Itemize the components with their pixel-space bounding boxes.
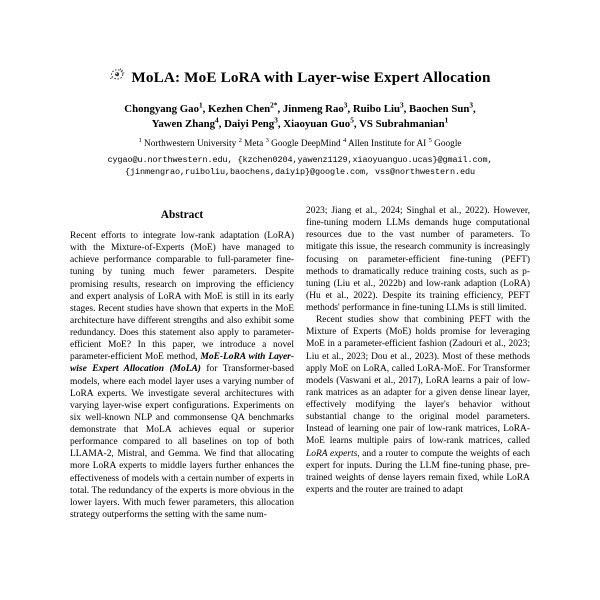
author: VS Subrahmanian$^1$ — [359, 115, 449, 131]
affiliation-name: Northwestern University — [144, 138, 237, 149]
author-affiliation-marker: 4 — [215, 115, 219, 125]
author: Xiaoyuan Guo$^5$ — [283, 115, 354, 131]
author-affiliation-marker: 3 — [343, 100, 348, 110]
abstract-paragraph — [70, 230, 294, 521]
author-affiliation-marker: 3 — [274, 115, 278, 125]
author: Chongyang Gao$^1$ — [124, 100, 203, 115]
author-line-1: Chongyang Gao$^1$, Kezhen Chen$^{2*}$, Jinmeng Rao$^3$, Ruibo Liu$^3$, Baochen Sun$^3$, — [124, 100, 476, 115]
intro-text-part1: Recent studies show that combining PEFT with the Mixture of Experts (MoE) holds promise for leveraging MoE in a parameter-efficient fashion (Zadouri et al., 2023; Liu et al., 2023; Dou et al., 2023). Most of these methods apply MoE on LoRA, called LoRA-MoE. For Transformer models (Vaswani et al., 2017), LoRA learns a pair of low-rank matrices as an adapter for a given dense linear layer, effectively modifying the layer's behavior without substantial change to the original model parameters. Instead of learning one pair of low-rank matrices, LoRA-MoE learns multiple pairs of low-rank matrices, called — [306, 315, 530, 447]
sparkle-logo-icon — [109, 67, 126, 84]
affiliation — [138, 136, 237, 149]
affiliation-name: Meta — [244, 138, 264, 149]
affiliation-marker: 4 — [342, 136, 347, 144]
title-row — [0, 0, 600, 87]
intro-paragraph-2 — [306, 314, 530, 496]
page-title: MoLA: MoE LoRA with Layer-wise Expert Allocation — [131, 69, 491, 87]
affiliation-marker: 1 — [138, 136, 142, 144]
author-affiliation-marker: 2* — [270, 100, 278, 110]
affiliation-name: Google DeepMind — [271, 138, 341, 149]
affiliation — [428, 136, 462, 149]
affiliation-name: Google — [434, 138, 462, 149]
email-line: cygao@u.northwestern.edu, {kzchen0204,yawenz1129,xiaoyuanguo.ucas}@gmail.com, — [107, 154, 493, 165]
right-column — [306, 205, 530, 600]
intro-paragraph-1: 2023; Jiang et al., 2024; Singhal et al., 2022). However, fine-tuning modern LLMs demands huge computational resources due to the vast number of parameters. To mitigate this issue, the research community is increasingly focusing on parameter-efficient fine-tuning (PEFT) methods to dramatically reduce training costs, such as p-tuning (Liu et al., 2022b) and low-rank adaption (LoRA) (Hu et al., 2022). Despite its training efficiency, PEFT methods' performance in fine-tuning LLMs is still limited. — [306, 206, 530, 313]
affiliation-marker: 2 — [238, 136, 242, 144]
affiliation-list — [20, 138, 580, 151]
author: Kezhen Chen$^{2*}$ — [208, 100, 278, 115]
affiliation — [238, 136, 264, 149]
author: Ruibo Liu$^3$ — [352, 100, 404, 115]
abstract-text-part2: for Transformer-based models, where each model layer uses a varying number of LoRA experts. We investigate several architectures with varying layer-wise expert configurations. Experiments on six well-known NLP and commonsense QA benchmarks demonstrate that MoLA achieves equal or superior performance compared to all baselines on top of both LLAMA-2, Mistral, and Gemma. We find that allocating more LoRA experts to middle layers further enhances the effectiveness of models with a certain number of experts in total. The redundancy of the experts is more obvious in the lower layers. With much fewer parameters, this allocation strategy outperforms the setting with the same num- — [70, 364, 294, 520]
email-line: {jinmengrao,ruiboliu,baochens,daiyip}@google.com, vss@northwestern.edu — [124, 167, 476, 178]
author-line-2: Yawen Zhang$^4$, Daiyi Peng$^3$, Xiaoyuan Guo$^5$, VS Subrahmanian$^1$ — [151, 115, 449, 131]
body-columns — [0, 205, 600, 600]
author-affiliation-marker: 1 — [444, 115, 449, 125]
abstract-text-part1: Recent efforts to integrate low-rank adaptation (LoRA) with the Mixture-of-Experts (MoE) have managed to achieve performance comparable to full-parameter fine-tuning by tuning much fewer parameters. Despite promising results, research on improving the efficiency and expert analysis of LoRA with MoE is still in its early stages. Recent studies have shown that experts in the MoE architecture have different strengths and also exhibit some redundancy. Does this statement also apply to parameter-efficient MoE? In this paper, we introduce a novel parameter-efficient MoE method, — [70, 231, 294, 363]
author: Yawen Zhang$^4$ — [151, 115, 219, 131]
author: Daiyi Peng$^3$ — [224, 115, 278, 131]
author-affiliation-marker: 5 — [350, 115, 354, 125]
abstract-heading: Abstract — [160, 209, 204, 221]
affiliation — [265, 136, 341, 149]
affiliation — [342, 136, 427, 149]
left-column — [70, 205, 294, 600]
author-list — [30, 102, 570, 133]
affiliation-name: Allen Institute for AI — [348, 138, 427, 149]
author-affiliation-marker: 3 — [399, 100, 404, 110]
author-affiliation-marker: 1 — [198, 100, 203, 110]
email-list — [20, 154, 580, 180]
abstract-method-name: MoE-LoRA with Layer-wise Expert Allocation (MoLA) — [70, 352, 294, 375]
author-affiliation-marker: 3 — [469, 100, 474, 110]
intro-text-part2: , and a router to compute the weights of each expert for inputs. During the LLM fine-tuning phase, pre-trained weights of dense layers remain fixed, while LoRA experts and the router are trained to adapt — [306, 448, 530, 495]
affiliation-marker: 3 — [265, 136, 269, 144]
affiliation-marker: 5 — [428, 136, 432, 144]
author: Baochen Sun$^3$ — [409, 100, 474, 115]
author: Jinmeng Rao$^3$ — [282, 100, 348, 115]
lora-experts-term: LoRA experts — [306, 448, 358, 459]
